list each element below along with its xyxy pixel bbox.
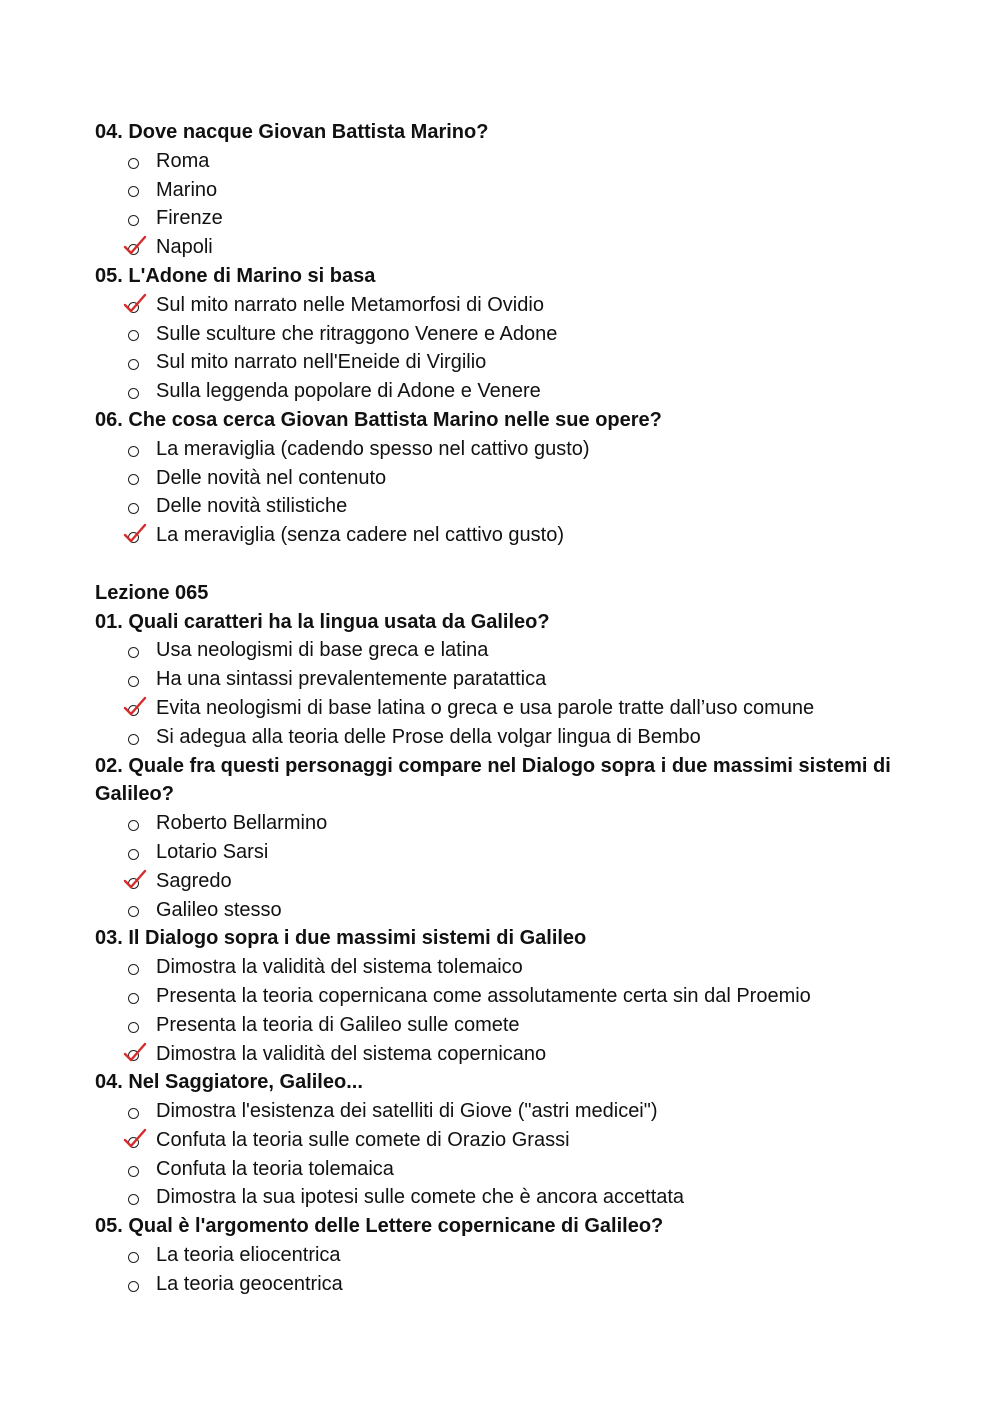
option-text: Ha una sintassi prevalentemente paratattica [156, 668, 547, 691]
question-heading: 04. Nel Saggiatore, Galileo... [95, 1071, 363, 1094]
circle-bullet-icon [128, 330, 139, 341]
option-text: Dimostra la validità del sistema copernicano [156, 1042, 547, 1065]
option-bullet-icon [125, 348, 141, 377]
quiz-content [95, 118, 925, 1299]
option-bullet-icon [125, 1183, 141, 1212]
answer-option [95, 320, 925, 349]
option-text: Roma [156, 149, 210, 172]
option-text: Confuta la teoria tolemaica [156, 1157, 394, 1180]
option-bullet-icon [125, 147, 141, 176]
option-text: Sul mito narrato nelle Metamorfosi di Ovidio [156, 293, 544, 316]
option-text: La teoria geocentrica [156, 1272, 343, 1295]
option-bullet-icon [125, 896, 141, 925]
answer-option [95, 1097, 925, 1126]
option-bullet-icon [125, 665, 141, 694]
lesson-heading: Lezione 065 [95, 581, 209, 604]
option-text: Sagredo [156, 869, 232, 892]
option-text: Firenze [156, 207, 223, 230]
question-heading: 05. L'Adone di Marino si basa [95, 264, 376, 287]
red-checkmark-icon [123, 235, 147, 257]
option-text: Sulle sculture che ritraggono Venere e Adone [156, 322, 558, 345]
answer-option [95, 953, 925, 982]
red-checkmark-icon [123, 523, 147, 545]
circle-bullet-icon [128, 359, 139, 370]
answer-option [95, 147, 925, 176]
circle-bullet-icon [128, 734, 139, 745]
option-bullet-icon [125, 636, 141, 665]
option-text: Dimostra la sua ipotesi sulle comete che è ancora accettata [156, 1186, 685, 1209]
option-text: Delle novità nel contenuto [156, 466, 387, 489]
answer-option-correct [95, 521, 925, 550]
option-bullet-icon [125, 1097, 141, 1126]
answer-option-correct [95, 867, 925, 896]
answer-option [95, 1270, 925, 1299]
option-bullet-icon [125, 1270, 141, 1299]
option-bullet-icon [125, 492, 141, 521]
option-bullet-icon [125, 982, 141, 1011]
red-checkmark-icon [123, 1128, 147, 1150]
red-checkmark-icon [123, 696, 147, 718]
option-bullet-icon [125, 176, 141, 205]
answer-option [95, 1011, 925, 1040]
answer-option [95, 435, 925, 464]
circle-bullet-icon [128, 849, 139, 860]
option-bullet-icon [125, 1011, 141, 1040]
option-text: Confuta la teoria sulle comete di Orazio Grassi [156, 1128, 570, 1151]
option-text: La teoria eliocentrica [156, 1244, 341, 1267]
answer-option [95, 809, 925, 838]
option-text: Marino [156, 178, 218, 201]
circle-bullet-icon [128, 1194, 139, 1205]
option-text: Presenta la teoria copernicana come assolutamente certa sin dal Proemio [156, 984, 811, 1007]
option-bullet-icon [125, 204, 141, 233]
question-heading: 03. Il Dialogo sopra i due massimi sistemi di Galileo [95, 927, 587, 950]
option-bullet-icon [125, 320, 141, 349]
circle-bullet-icon [128, 186, 139, 197]
question-heading: 02. Quale fra questi personaggi compare nel Dialogo sopra i due massimi sistemi di Galileo? [95, 754, 891, 806]
answer-option [95, 348, 925, 377]
option-text: Sul mito narrato nell'Eneide di Virgilio [156, 351, 487, 374]
option-bullet-icon [125, 953, 141, 982]
red-checkmark-icon [123, 1042, 147, 1064]
option-text: Roberto Bellarmino [156, 812, 328, 835]
answer-option [95, 896, 925, 925]
answer-option [95, 665, 925, 694]
option-text: Evita neologismi di base latina o greca e usa parole tratte dall’uso comune [156, 696, 815, 719]
red-checkmark-icon [123, 293, 147, 315]
circle-bullet-icon [128, 215, 139, 226]
section-spacer [95, 550, 925, 579]
answer-option [95, 204, 925, 233]
answer-option [95, 1241, 925, 1270]
option-text: Sulla leggenda popolare di Adone e Venere [156, 380, 541, 403]
option-text: Lotario Sarsi [156, 840, 269, 863]
question-heading: 04. Dove nacque Giovan Battista Marino? [95, 121, 489, 143]
circle-bullet-icon [128, 676, 139, 687]
answer-option [95, 377, 925, 406]
circle-bullet-icon [128, 446, 139, 457]
circle-bullet-icon [128, 820, 139, 831]
option-bullet-icon [125, 464, 141, 493]
answer-option [95, 176, 925, 205]
answer-option-correct [95, 694, 925, 723]
option-bullet-icon [125, 809, 141, 838]
answer-option-correct [95, 1126, 925, 1155]
red-checkmark-icon [123, 869, 147, 891]
circle-bullet-icon [128, 647, 139, 658]
answer-option [95, 636, 925, 665]
question-heading: 05. Qual è l'argomento delle Lettere copernicane di Galileo? [95, 1215, 664, 1238]
answer-option-correct [95, 291, 925, 320]
answer-option-correct [95, 233, 925, 262]
option-text: La meraviglia (cadendo spesso nel cattivo gusto) [156, 437, 590, 460]
circle-bullet-icon [128, 474, 139, 485]
option-text: La meraviglia (senza cadere nel cattivo gusto) [156, 524, 564, 547]
circle-bullet-icon [128, 964, 139, 975]
option-bullet-icon [125, 1155, 141, 1184]
circle-bullet-icon [128, 388, 139, 399]
circle-bullet-icon [128, 1281, 139, 1292]
option-bullet-icon [125, 1241, 141, 1270]
option-bullet-icon [125, 838, 141, 867]
option-text: Dimostra la validità del sistema tolemaico [156, 956, 523, 979]
option-text: Presenta la teoria di Galileo sulle comete [156, 1013, 520, 1036]
option-bullet-icon [125, 377, 141, 406]
option-text: Si adegua alla teoria delle Prose della volgar lingua di Bembo [156, 725, 701, 748]
option-text: Napoli [156, 236, 213, 259]
answer-option [95, 1183, 925, 1212]
question-heading: 06. Che cosa cerca Giovan Battista Marino nelle sue opere? [95, 408, 662, 431]
circle-bullet-icon [128, 1022, 139, 1033]
circle-bullet-icon [128, 1166, 139, 1177]
answer-option [95, 838, 925, 867]
circle-bullet-icon [128, 503, 139, 514]
circle-bullet-icon [128, 1108, 139, 1119]
option-text: Usa neologismi di base greca e latina [156, 639, 489, 662]
answer-option [95, 723, 925, 752]
question-heading: 01. Quali caratteri ha la lingua usata da Galileo? [95, 610, 550, 633]
answer-option-correct [95, 1040, 925, 1069]
option-text: Delle novità stilistiche [156, 495, 348, 518]
answer-option [95, 1155, 925, 1184]
circle-bullet-icon [128, 158, 139, 169]
circle-bullet-icon [128, 993, 139, 1004]
circle-bullet-icon [128, 906, 139, 917]
option-text: Dimostra l'esistenza dei satelliti di Giove ("astri medicei") [156, 1100, 658, 1123]
circle-bullet-icon [128, 1252, 139, 1263]
option-text: Galileo stesso [156, 898, 282, 921]
answer-option [95, 464, 925, 493]
option-bullet-icon [125, 723, 141, 752]
answer-option [95, 982, 925, 1011]
answer-option [95, 492, 925, 521]
option-bullet-icon [125, 435, 141, 464]
